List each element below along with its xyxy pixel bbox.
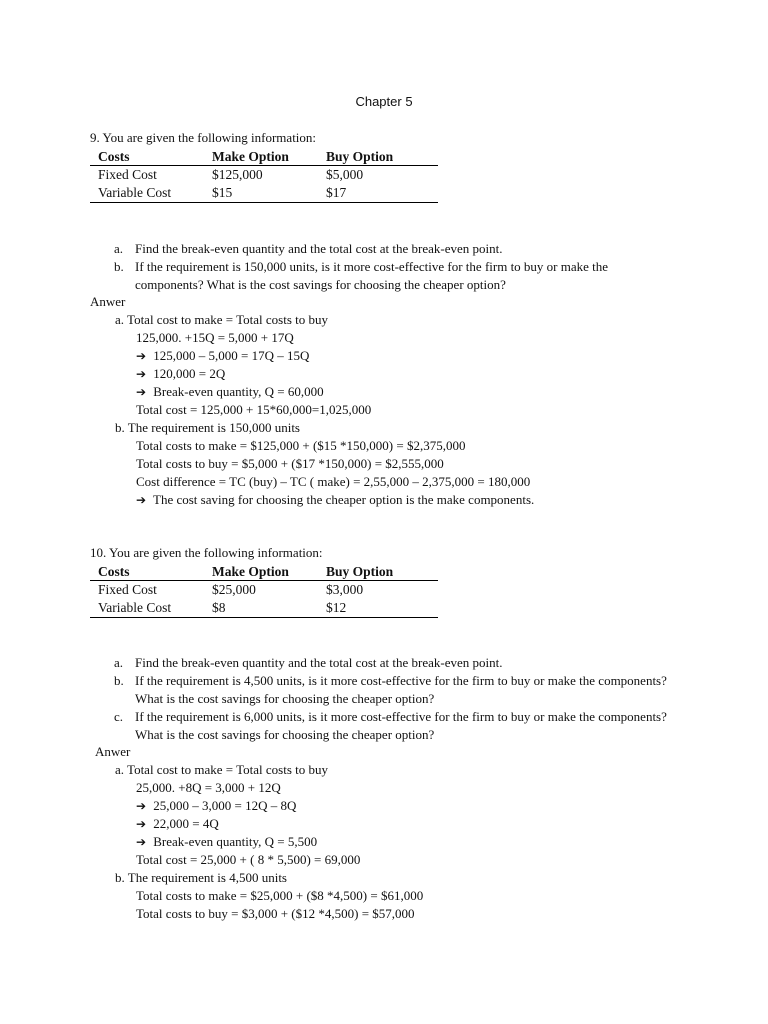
q9-task-b xyxy=(114,258,674,293)
q9-b-label: b. The requirement is 150,000 units xyxy=(115,420,300,435)
step-text: 25,000 – 3,000 = 12Q – 8Q xyxy=(153,798,297,813)
table-cell: $17 xyxy=(326,185,347,200)
arrow-icon: ➔ xyxy=(136,367,147,381)
q10-a-label: a. Total cost to make = Total costs to buy xyxy=(115,762,329,777)
task-text: If the requirement is 6,000 units, is it more cost-effective for the firm to buy or make the components? What is the cost savings for choosing the cheaper option? xyxy=(135,709,667,742)
col-header-buy: Buy Option xyxy=(326,564,394,579)
task-text: Find the break-even quantity and the total cost at the break-even point. xyxy=(135,655,503,670)
q10-a-equation: 25,000. +8Q = 3,000 + 12Q xyxy=(136,780,281,795)
arrow-icon: ➔ xyxy=(136,493,147,507)
col-header-costs: Costs xyxy=(98,149,130,164)
task-letter: b. xyxy=(114,259,124,274)
step-text: Break-even quantity, Q = 60,000 xyxy=(153,384,324,399)
col-header-costs: Costs xyxy=(98,564,130,579)
step-text: The cost saving for choosing the cheaper option is the make components. xyxy=(153,492,535,507)
q10-a-step xyxy=(136,833,317,851)
q9-a-step xyxy=(136,365,225,383)
step-text: 22,000 = 4Q xyxy=(153,816,219,831)
q10-cost-table xyxy=(90,563,438,618)
table-cell: Fixed Cost xyxy=(98,582,157,597)
step-text: 120,000 = 2Q xyxy=(153,366,226,381)
table-header-row xyxy=(90,563,438,581)
table-cell: $8 xyxy=(212,600,226,615)
task-letter: c. xyxy=(114,709,124,724)
col-header-make: Make Option xyxy=(212,564,289,579)
table-row xyxy=(90,184,438,203)
table-cell: $15 xyxy=(212,185,233,200)
task-letter: a. xyxy=(114,241,124,256)
arrow-icon: ➔ xyxy=(136,385,147,399)
arrow-icon: ➔ xyxy=(136,835,147,849)
q9-answer-label: Anwer xyxy=(90,294,126,309)
task-text: If the requirement is 150,000 units, is it more cost-effective for the firm to buy or make the components? What is the cost savings for choosing the cheaper option? xyxy=(135,259,609,292)
task-text: Find the break-even quantity and the total cost at the break-even point. xyxy=(135,241,503,256)
q9-intro: 9. You are given the following information: xyxy=(90,130,317,145)
task-letter: a. xyxy=(114,655,124,670)
q9-a-step xyxy=(136,347,309,365)
q9-b-line: Total costs to make = $125,000 + ($15 *150,000) = $2,375,000 xyxy=(136,438,466,453)
q10-answer-label: Anwer xyxy=(95,744,131,759)
table-cell: Fixed Cost xyxy=(98,167,157,182)
arrow-icon: ➔ xyxy=(136,799,147,813)
task-text: If the requirement is 4,500 units, is it more cost-effective for the firm to buy or make the components? What is the cost savings for choosing the cheaper option? xyxy=(135,673,667,706)
q10-task-a xyxy=(114,654,674,672)
q9-b-conclusion xyxy=(136,491,534,509)
q10-b-line: Total costs to buy = $3,000 + ($12 *4,500) = $57,000 xyxy=(136,906,415,921)
table-cell: $12 xyxy=(326,600,347,615)
q10-a-step xyxy=(136,797,296,815)
table-cell: Variable Cost xyxy=(98,185,172,200)
step-text: 125,000 – 5,000 = 17Q – 15Q xyxy=(153,348,310,363)
q9-b-line: Total costs to buy = $5,000 + ($17 *150,000) = $2,555,000 xyxy=(136,456,444,471)
table-cell: $5,000 xyxy=(326,167,364,182)
q10-a-total: Total cost = 25,000 + ( 8 * 5,500) = 69,000 xyxy=(136,852,361,867)
task-letter: b. xyxy=(114,673,124,688)
col-header-make: Make Option xyxy=(212,149,289,164)
table-header-row xyxy=(90,148,438,166)
table-row xyxy=(90,599,438,618)
arrow-icon: ➔ xyxy=(136,349,147,363)
q9-b-line: Cost difference = TC (buy) – TC ( make) = 2,55,000 – 2,375,000 = 180,000 xyxy=(136,474,531,489)
q9-cost-table xyxy=(90,148,438,203)
table-cell: $3,000 xyxy=(326,582,364,597)
q10-a-step xyxy=(136,815,219,833)
q9-a-label: a. Total cost to make = Total costs to buy xyxy=(115,312,329,327)
table-row xyxy=(90,166,438,185)
q10-b-line: Total costs to make = $25,000 + ($8 *4,500) = $61,000 xyxy=(136,888,424,903)
q9-task-a xyxy=(114,240,674,258)
table-row xyxy=(90,581,438,600)
q9-a-step xyxy=(136,383,324,401)
page-title: Chapter 5 xyxy=(355,94,413,109)
q10-task-c xyxy=(114,708,674,743)
q9-a-total: Total cost = 125,000 + 15*60,000=1,025,000 xyxy=(136,402,372,417)
arrow-icon: ➔ xyxy=(136,817,147,831)
q9-a-equation: 125,000. +15Q = 5,000 + 17Q xyxy=(136,330,294,345)
table-cell: Variable Cost xyxy=(98,600,172,615)
table-cell: $125,000 xyxy=(212,167,263,182)
table-cell: $25,000 xyxy=(212,582,256,597)
step-text: Break-even quantity, Q = 5,500 xyxy=(153,834,318,849)
q10-task-b xyxy=(114,672,674,707)
q10-b-label: b. The requirement is 4,500 units xyxy=(115,870,287,885)
col-header-buy: Buy Option xyxy=(326,149,394,164)
q10-intro: 10. You are given the following information: xyxy=(90,545,323,560)
